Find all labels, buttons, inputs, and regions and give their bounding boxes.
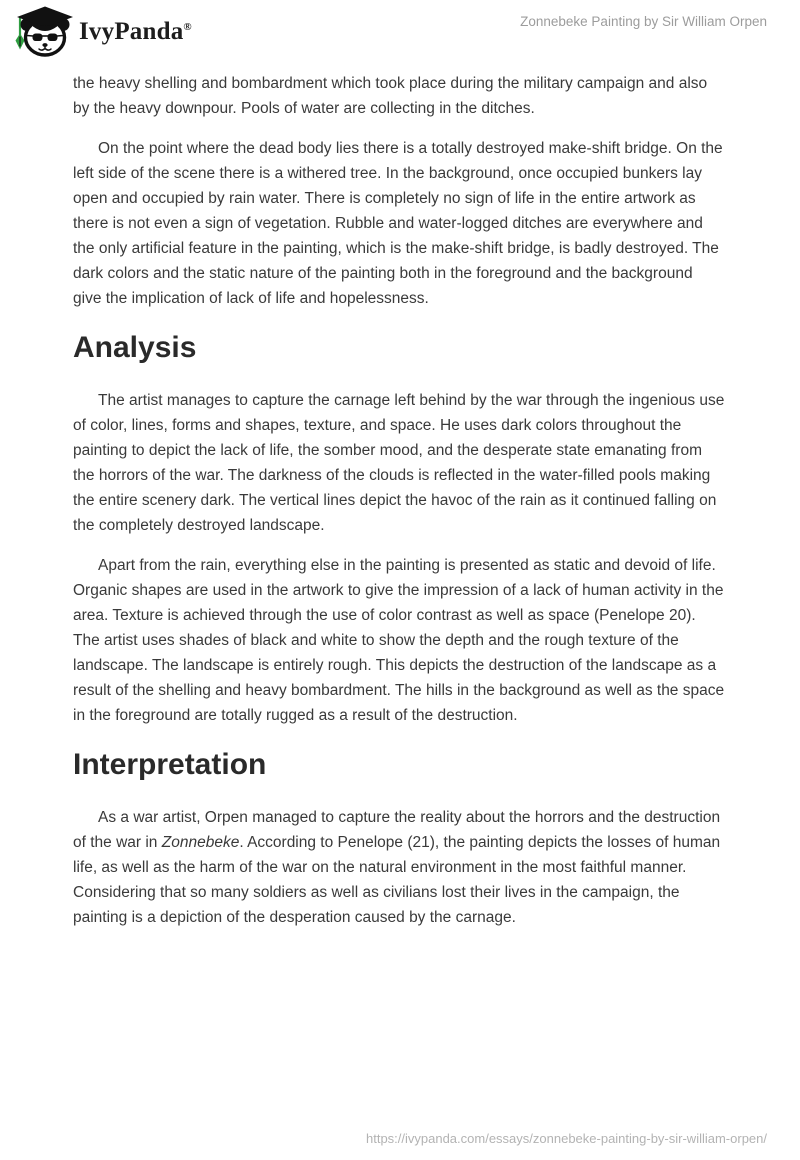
paragraph-description: On the point where the dead body lies there is a totally destroyed make-shift bridge. On the left side of the scene there is a withered tree. In the background, once occupied bunkers lay open and occupied by rain water. There is completely no sign of life in the entire artwork as there is not even a sign of vegetation. Rubble and water-logged ditches are everywhere and the only artificial feature in the painting, which is the make-shift bridge, is badly destroyed. The dark colors and the static nature of the painting both in the foreground and the background give the implication of lack of life and hopelessness. bbox=[73, 140, 723, 307]
paragraph-analysis-1: The artist manages to capture the carnage left behind by the war through the ingenious use of color, lines, forms and shapes, texture, and space. He uses dark colors throughout the painting to depict the lack of life, the somber mood, and the desperate state emanating from the horrors of the war. The darkness of the clouds is reflected in the water-filled pools making the entire scenery dark. The vertical lines depict the havoc of the rain as it continued falling on the completely destroyed landscape. bbox=[73, 392, 725, 534]
heading-analysis: Analysis bbox=[73, 331, 197, 364]
source-url: https://ivypanda.com/essays/zonnebeke-painting-by-sir-william-orpen/ bbox=[365, 1131, 767, 1146]
painting-title-italic: Zonnebeke bbox=[161, 834, 240, 851]
paragraph-continuation: the heavy shelling and bombardment which took place during the military campaign and also by the heavy downpour. Pools of water are collecting in the ditches. bbox=[73, 75, 708, 117]
ivypanda-logo bbox=[10, 3, 192, 60]
logo-wordmark bbox=[79, 18, 192, 46]
panda-graduate-logo-icon bbox=[10, 3, 74, 60]
interpretation-text-after: . According to Penelope (21), the painting depicts the losses of human life, as well as the harm of the war on the natural environment in the most faithful manner. Considering that so many soldiers as well as civilians lost their lives in the campaign, the painting is a depiction of the desperation caused by the carnage. bbox=[73, 834, 721, 926]
heading-interpretation: Interpretation bbox=[73, 748, 267, 781]
essay-body bbox=[73, 71, 725, 945]
registered-trademark-symbol: ® bbox=[183, 20, 192, 33]
paragraph-interpretation bbox=[73, 805, 725, 930]
document-title: Zonnebeke Painting by Sir William Orpen bbox=[520, 14, 767, 29]
page-header bbox=[0, 0, 800, 70]
interpretation-text-before: As a war artist, Orpen managed to capture the reality about the horrors and the destruction of the war in bbox=[73, 809, 721, 851]
paragraph-analysis-2: Apart from the rain, everything else in the painting is presented as static and devoid of life. Organic shapes are used in the artwork to give the impression of a lack of human activity in the area. Texture is achieved through the use of color contrast as well as space (Penelope 20). The artist uses shades of black and white to show the depth and the rough texture of the landscape. The landscape is entirely rough. This depicts the destruction of the landscape as a result of the shelling and heavy bombardment. The hills in the background as well as the space in the foreground are totally rugged as a result of the destruction. bbox=[73, 557, 725, 724]
logo-wordmark-text: IvyPanda bbox=[79, 17, 184, 45]
